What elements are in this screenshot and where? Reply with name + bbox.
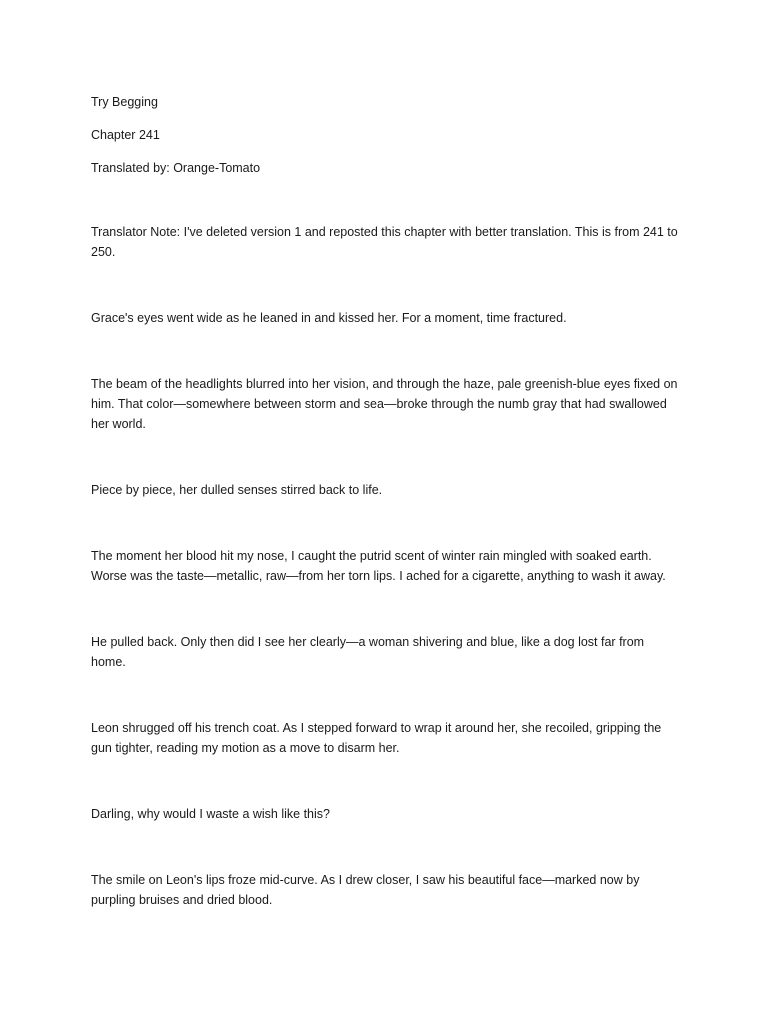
paragraph-translator-note: Translator Note: I've deleted version 1 and reposted this chapter with better translation. This is from 241 to 250. (91, 225, 678, 259)
paragraph: Darling, why would I waste a wish like this? (91, 807, 330, 821)
paragraph: The beam of the headlights blurred into her vision, and through the haze, pale greenish-blue eyes fixed on him. That color—somewhere between storm and sea—broke through the numb gray that had swallowed her world. (91, 377, 678, 431)
document-title: Try Begging (91, 95, 158, 109)
paragraph: Grace's eyes went wide as he leaned in and kissed her. For a moment, time fractured. (91, 311, 567, 325)
document-body (91, 92, 681, 956)
translator-credit: Translated by: Orange-Tomato (91, 161, 261, 175)
paragraph: The moment her blood hit my nose, I caught the putrid scent of winter rain mingled with soaked earth. Worse was the taste—metallic, raw—from her torn lips. I ached for a cigarette, anything to wash it away. (91, 549, 666, 583)
paragraph: Piece by piece, her dulled senses stirred back to life. (91, 483, 383, 497)
chapter-number: Chapter 241 (91, 128, 160, 142)
paragraph: Leon shrugged off his trench coat. As I stepped forward to wrap it around her, she recoiled, gripping the gun tighter, reading my motion as a move to disarm her. (91, 721, 662, 755)
paragraph: He pulled back. Only then did I see her clearly—a woman shivering and blue, like a dog lost far from home. (91, 635, 645, 669)
paragraph: The smile on Leon's lips froze mid-curve. As I drew closer, I saw his beautiful face—marked now by purpling bruises and dried blood. (91, 873, 640, 907)
